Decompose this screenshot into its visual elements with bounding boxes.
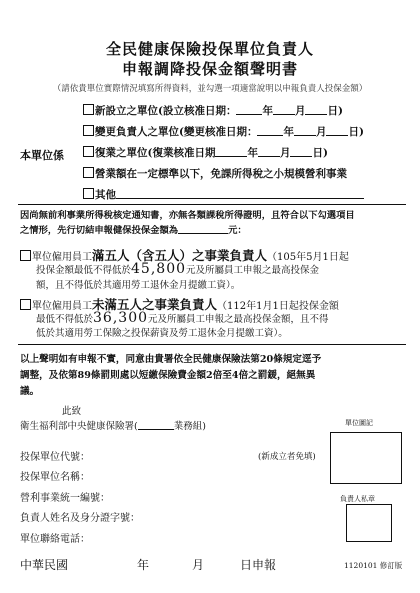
date-year: 年 bbox=[137, 558, 150, 572]
unit-option-other[interactable]: 其他 bbox=[83, 187, 364, 202]
field-phone[interactable]: 單位聯絡電話： bbox=[20, 534, 90, 545]
new-unit-note: (新成立者免填) bbox=[258, 452, 316, 462]
other-input-line[interactable] bbox=[116, 188, 364, 199]
unit-stamp-box[interactable] bbox=[330, 432, 402, 484]
checkbox-resume[interactable] bbox=[83, 146, 94, 157]
recipient-line: 衛生福利部中央健康保險署( 業務組) bbox=[20, 421, 206, 432]
checkbox-owner-change[interactable] bbox=[83, 125, 94, 136]
unit-option-owner-change[interactable]: 變更負責人之單位(變更核准日期： 年 月 日) bbox=[83, 124, 364, 139]
declaration-line3: 議。 bbox=[20, 386, 40, 397]
date-day: 日申報 bbox=[240, 558, 277, 572]
to-line: 此致 bbox=[62, 406, 82, 417]
cause-line1: 因尚無前利事業所得稅核定通知書，亦無各類課稅所得證明，且符合以下勾選項目 bbox=[20, 210, 355, 221]
unit-option-resume[interactable]: 復業之單位(復業核准日期 年 月 日) bbox=[83, 145, 328, 160]
declared-amount-input[interactable] bbox=[178, 223, 228, 234]
date-roc: 中華民國 bbox=[20, 558, 69, 572]
revision-note: 1120101 修訂版 bbox=[344, 561, 403, 570]
cause-line2: 之情形，先行切結申報健保投保金額為 元： bbox=[20, 225, 247, 236]
checkbox-new-unit[interactable] bbox=[83, 104, 94, 115]
division-input[interactable] bbox=[138, 419, 174, 430]
checkbox-other[interactable] bbox=[83, 188, 94, 199]
stamp-unit-label: 單位圖記 bbox=[345, 419, 373, 427]
checkbox-small-business[interactable] bbox=[83, 167, 94, 178]
field-owner-id[interactable]: 負責人姓名及身分證字號： bbox=[20, 513, 140, 524]
unit-option-small-business[interactable]: 營業額在一定標準以下，免課所得稅之小規模營利事業 bbox=[83, 166, 347, 181]
declaration-line2: 調整，及依第89條罰則處以短繳保險費金額2倍至4倍之罰鍰，絕無異 bbox=[20, 370, 316, 381]
option-a-line2: 投保金額最低不得低於45,800元及所屬員工申報之最高投保金 bbox=[36, 261, 320, 277]
field-tax-id[interactable]: 營利事業統一編號： bbox=[20, 493, 110, 504]
field-insurer-name[interactable]: 投保單位名稱： bbox=[20, 472, 90, 483]
option-b-line1[interactable]: 單位僱用員工未滿五人之事業負責人（112年1月1日起投保金額 bbox=[20, 295, 339, 313]
form-title-line1: 全民健康保險投保單位負責人 bbox=[105, 40, 314, 58]
unit-option-new[interactable]: 新設立之單位(設立核准日期： 年 月 日) bbox=[83, 103, 343, 118]
date-month: 月 bbox=[192, 558, 205, 572]
form-title-line2: 申報調降投保金額聲明書 bbox=[121, 60, 298, 78]
divider-bottom bbox=[18, 344, 406, 345]
divider-top bbox=[18, 204, 406, 205]
checkbox-option-b[interactable] bbox=[20, 299, 31, 310]
declaration-line1: 以上聲明如有申報不實，同意由貴署依全民健康保險法第20條規定逕予 bbox=[20, 354, 322, 365]
option-b-line2: 最低不得低於36,300元及所屬員工申報之最高投保金額，且不得 bbox=[36, 310, 329, 326]
checkbox-option-a[interactable] bbox=[20, 250, 31, 261]
option-a-line1[interactable]: 單位僱用員工滿五人（含五人）之事業負責人（105年5月1日起 bbox=[20, 246, 349, 264]
stamp-owner-label: 負責人私章 bbox=[340, 495, 375, 503]
form-instruction: （請依貴單位實際情況填寫所得資料，並勾選一項適當說明以申報負責人投保金額） bbox=[52, 84, 368, 94]
field-insurer-code[interactable]: 投保單位代號： bbox=[20, 452, 90, 463]
option-a-line3: 額，且不得低於其適用勞工退休金月提繳工資）。 bbox=[36, 280, 241, 291]
option-b-line3: 低於其適用勞工保險之投保薪資及勞工退休金月提繳工資）。 bbox=[36, 328, 288, 339]
unit-label: 本單位係 bbox=[20, 149, 64, 162]
owner-stamp-box[interactable] bbox=[346, 504, 392, 542]
